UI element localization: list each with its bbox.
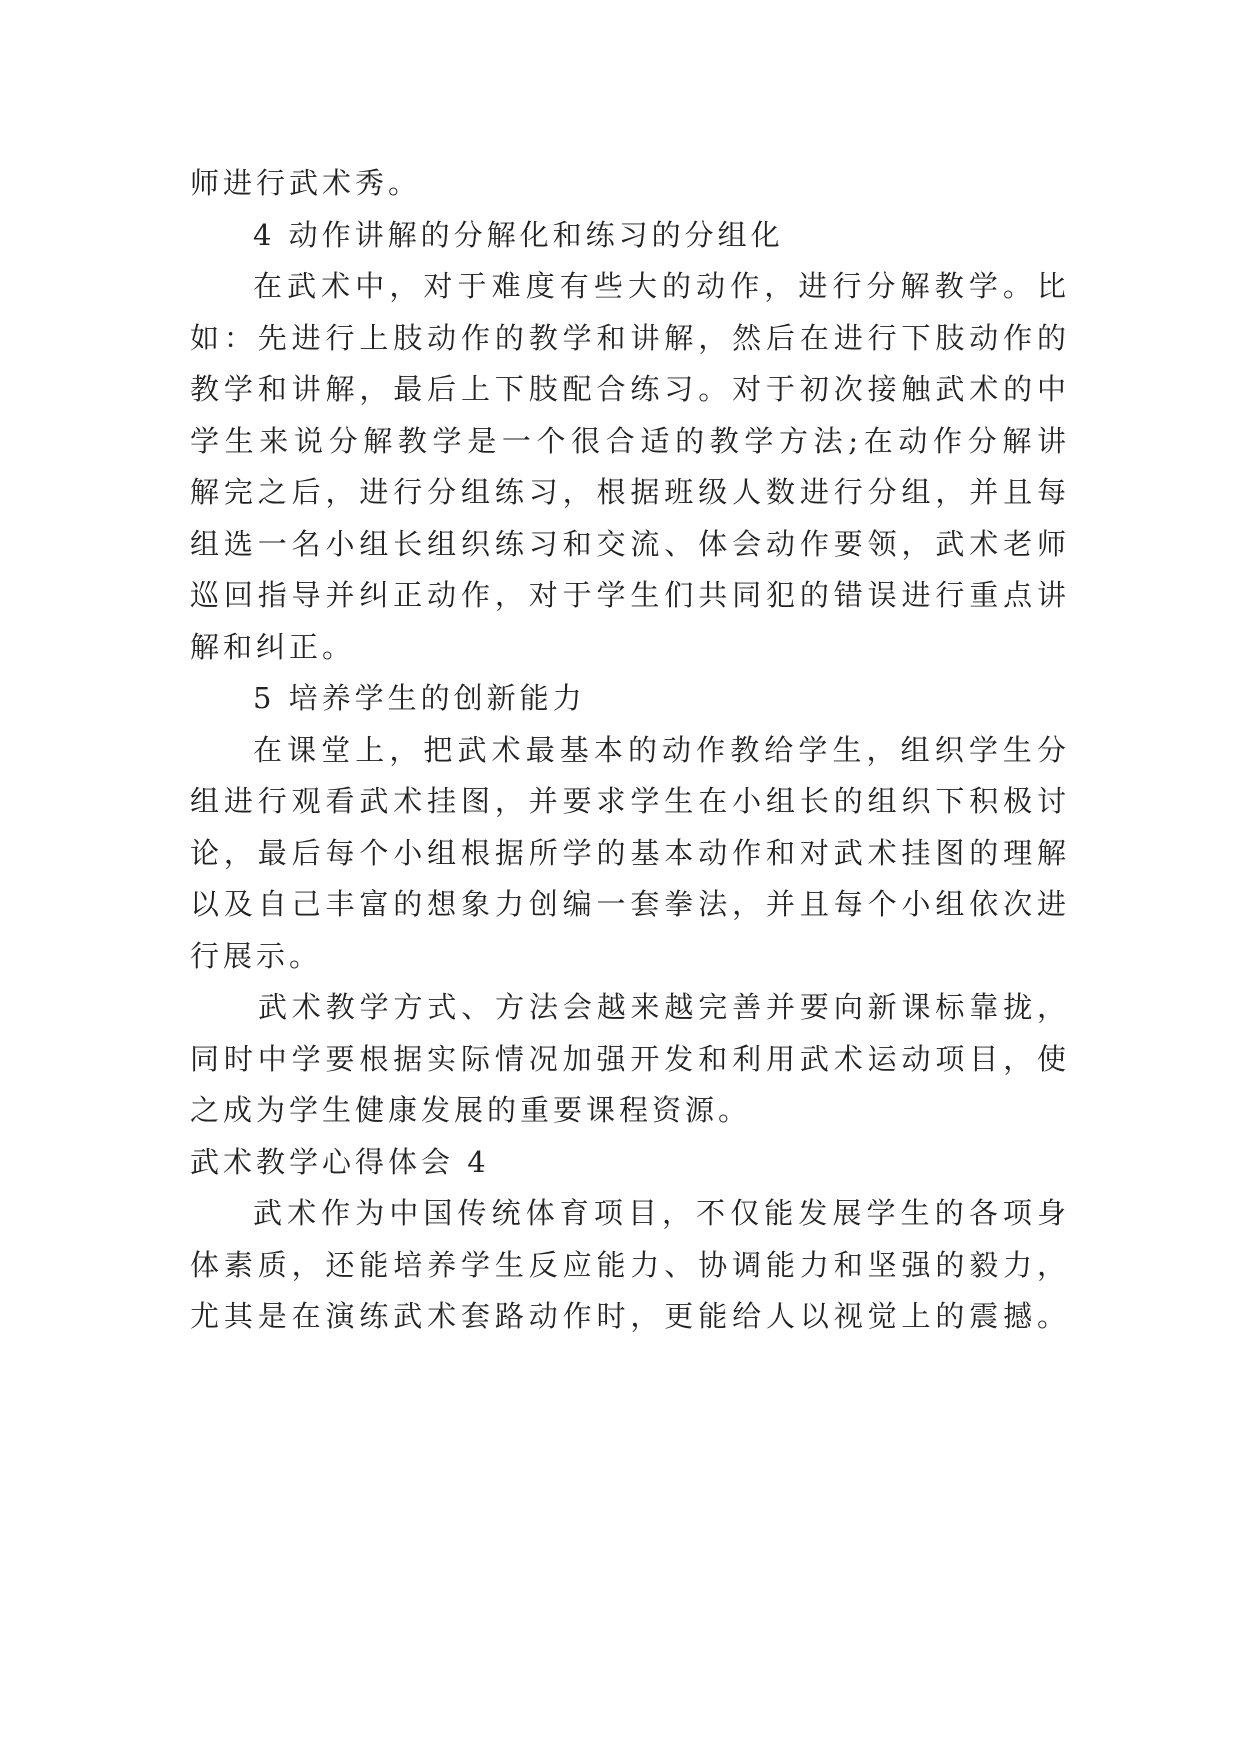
text-line: 教学和讲解，最后上下肢配合练习。对于初次接触武术的中 (190, 372, 1070, 406)
text-line: 解完之后，进行分组练习，根据班级人数进行分组，并且每 (190, 475, 1070, 509)
text-line: 体素质，还能培养学生反应能力、协调能力和坚强的毅力， (190, 1247, 1070, 1282)
text-line: 学生来说分解教学是一个很合适的教学方法;在动作分解讲 (190, 423, 1070, 458)
document-title: 武术教学心得体会 4 (190, 1144, 490, 1179)
text-line: 之成为学生健康发展的重要课程资源。 (190, 1093, 752, 1127)
section-heading: 5 培养学生的创新能力 (253, 681, 586, 715)
text-line: 在课堂上，把武术最基本的动作教给学生，组织学生分 (253, 732, 1070, 767)
document-body (190, 158, 1070, 1343)
text-line: 组进行观看武术挂图，并要求学生在小组长的组织下积极讨 (190, 784, 1070, 818)
text-line: 解和纠正。 (190, 629, 356, 664)
text-line: 如：先进行上肢动作的教学和讲解，然后在进行下肢动作的 (190, 320, 1070, 355)
text-line: 武术教学方式、方法会越来越完善并要向新课标靠拢， (258, 990, 1070, 1024)
text-line: 行展示。 (190, 938, 323, 973)
text-line: 武术作为中国传统体育项目，不仅能发展学生的各项身 (253, 1196, 1070, 1230)
text-line: 巡回指导并纠正动作，对于学生们共同犯的错误进行重点讲 (190, 578, 1070, 612)
text-line: 论，最后每个小组根据所学的基本动作和对武术挂图的理解 (190, 835, 1070, 870)
text-line: 以及自己丰富的想象力创编一套拳法，并且每个小组依次进 (190, 887, 1070, 921)
text-line: 组选一名小组长组织练习和交流、体会动作要领，武术老师 (190, 526, 1070, 561)
text-line: 同时中学要根据实际情况加强开发和利用武术运动项目，使 (190, 1041, 1070, 1076)
section-heading: 4 动作讲解的分解化和练习的分组化 (253, 217, 784, 252)
text-line: 尤其是在演练武术套路动作时，更能给人以视觉上的震撼。 (190, 1299, 1070, 1333)
text-line: 在武术中，对于难度有些大的动作，进行分解教学。比 (253, 269, 1070, 303)
text-line: 师进行武术秀。 (190, 166, 422, 200)
